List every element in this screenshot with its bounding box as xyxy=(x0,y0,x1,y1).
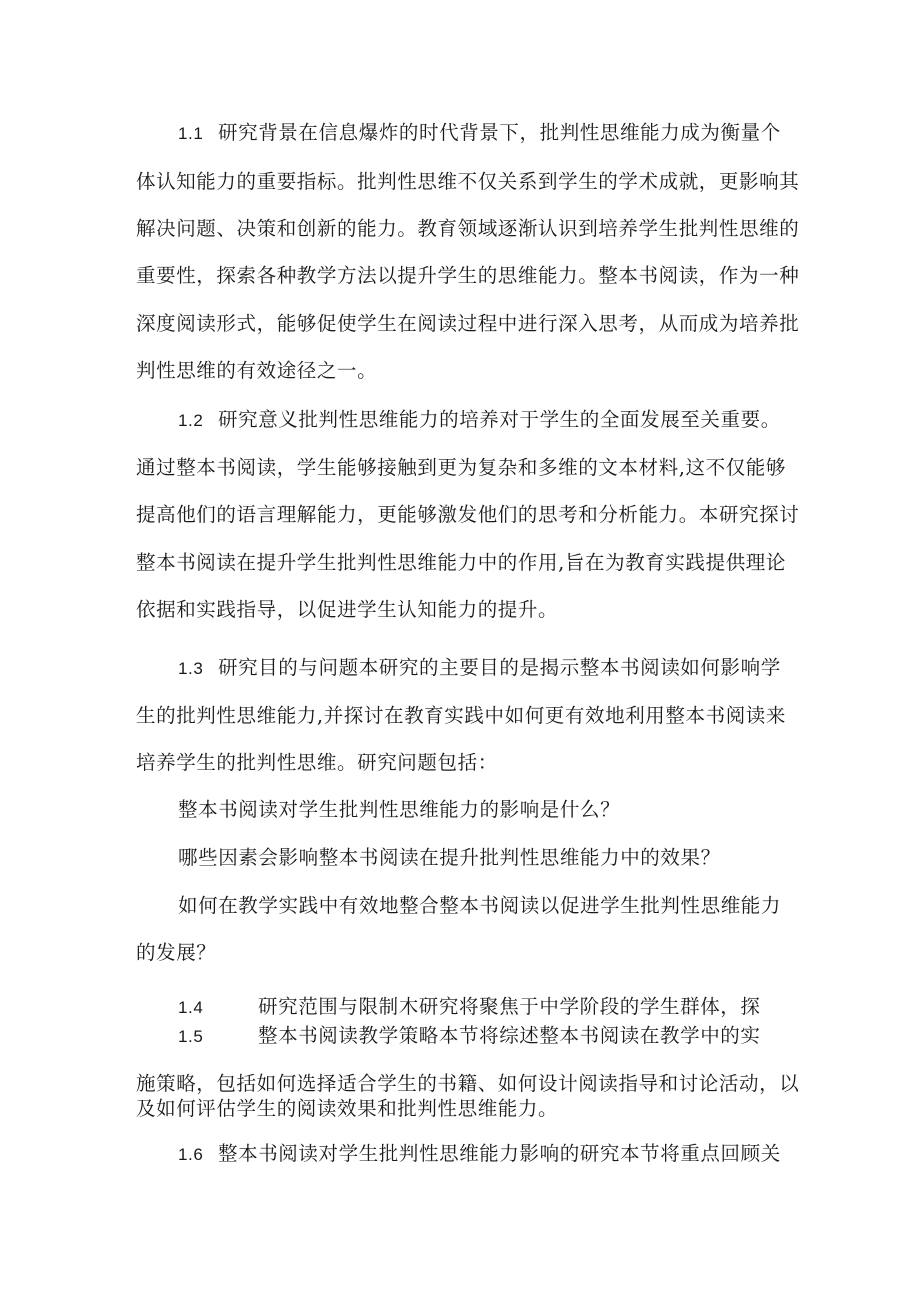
paragraph-line: 深度阅读形式，能够促使学生在阅读过程中进行深入思考，从而成为培养批 xyxy=(136,312,800,335)
section-1-4-line xyxy=(178,995,761,1020)
section-number: 1.3 xyxy=(178,659,204,678)
section-1-1-first-line xyxy=(178,121,781,146)
paragraph-text: 整本书阅读教学策略本节将综述整本书阅读在教学中的实 xyxy=(258,1024,761,1047)
paragraph-line: 施策略，包括如何选择适合学生的书籍、如何设计阅读指导和讨论活动，以 xyxy=(136,1072,800,1095)
paragraph-line: 通过整本书阅读，学生能够接触到更为复杂和多维的文本材料,这不仅能够 xyxy=(136,456,786,479)
paragraph-line: 体认知能力的重要指标。批判性思维不仅关系到学生的学术成就，更影响其 xyxy=(136,170,800,193)
research-question-continuation: 的发展？ xyxy=(136,941,217,964)
paragraph-line: 判性思维的有效途径之一。 xyxy=(136,359,378,382)
paragraph-line: 培养学生的批判性思维。研究问题包括： xyxy=(136,751,498,774)
paragraph-text: 研究意义批判性思维能力的培养对于学生的全面发展至关重要。 xyxy=(218,408,781,431)
research-question: 哪些因素会影响整本书阅读在提升批判性思维能力中的效果？ xyxy=(178,846,721,869)
paragraph-line: 解决问题、决策和创新的能力。教育领域逐渐认识到培养学生批判性思维的 xyxy=(136,217,800,240)
paragraph-text: 研究背景在信息爆炸的时代背景下，批判性思维能力成为衡量个 xyxy=(218,121,781,144)
paragraph-line: 生的批判性思维能力,并探讨在教育实践中如何更有效地利用整本书阅读来 xyxy=(136,704,786,727)
section-1-6-first-line xyxy=(178,1142,781,1167)
paragraph-text: 整本书阅读对学生批判性思维能力影响的研究本节将重点回顾关 xyxy=(218,1142,781,1165)
research-question: 如何在教学实践中有效地整合整本书阅读以促进学生批判性思维能力 xyxy=(178,894,782,917)
paragraph-text: 研究范围与限制木研究将聚焦于中学阶段的学生群体，探 xyxy=(258,995,761,1018)
paragraph-line: 整本书阅读在提升学生批判性思维能力中的作用,旨在为教育实践提供理论 xyxy=(136,551,786,574)
section-1-2-first-line xyxy=(178,408,781,433)
section-1-5-first-line xyxy=(178,1024,761,1049)
section-number: 1.1 xyxy=(178,124,204,143)
section-number: 1.4 xyxy=(178,998,204,1017)
section-1-3-first-line xyxy=(178,656,781,681)
paragraph-line: 重要性，探索各种教学方法以提升学生的思维能力。整本书阅读，作为一种 xyxy=(136,264,800,287)
paragraph-text: 研究目的与问题本研究的主要目的是揭示整本书阅读如何影响学 xyxy=(218,656,781,679)
paragraph-line: 及如何评估学生的阅读效果和批判性思维能力。 xyxy=(136,1097,559,1120)
section-number: 1.5 xyxy=(178,1027,204,1046)
research-question: 整本书阅读对学生批判性思维能力的影响是什么？ xyxy=(178,798,621,821)
paragraph-line: 提高他们的语言理解能力，更能够激发他们的思考和分析能力。本研究探讨 xyxy=(136,503,800,526)
paragraph-line: 依据和实践指导，以促进学生认知能力的提升。 xyxy=(136,598,559,621)
section-number: 1.6 xyxy=(178,1145,204,1164)
section-number: 1.2 xyxy=(178,411,204,430)
